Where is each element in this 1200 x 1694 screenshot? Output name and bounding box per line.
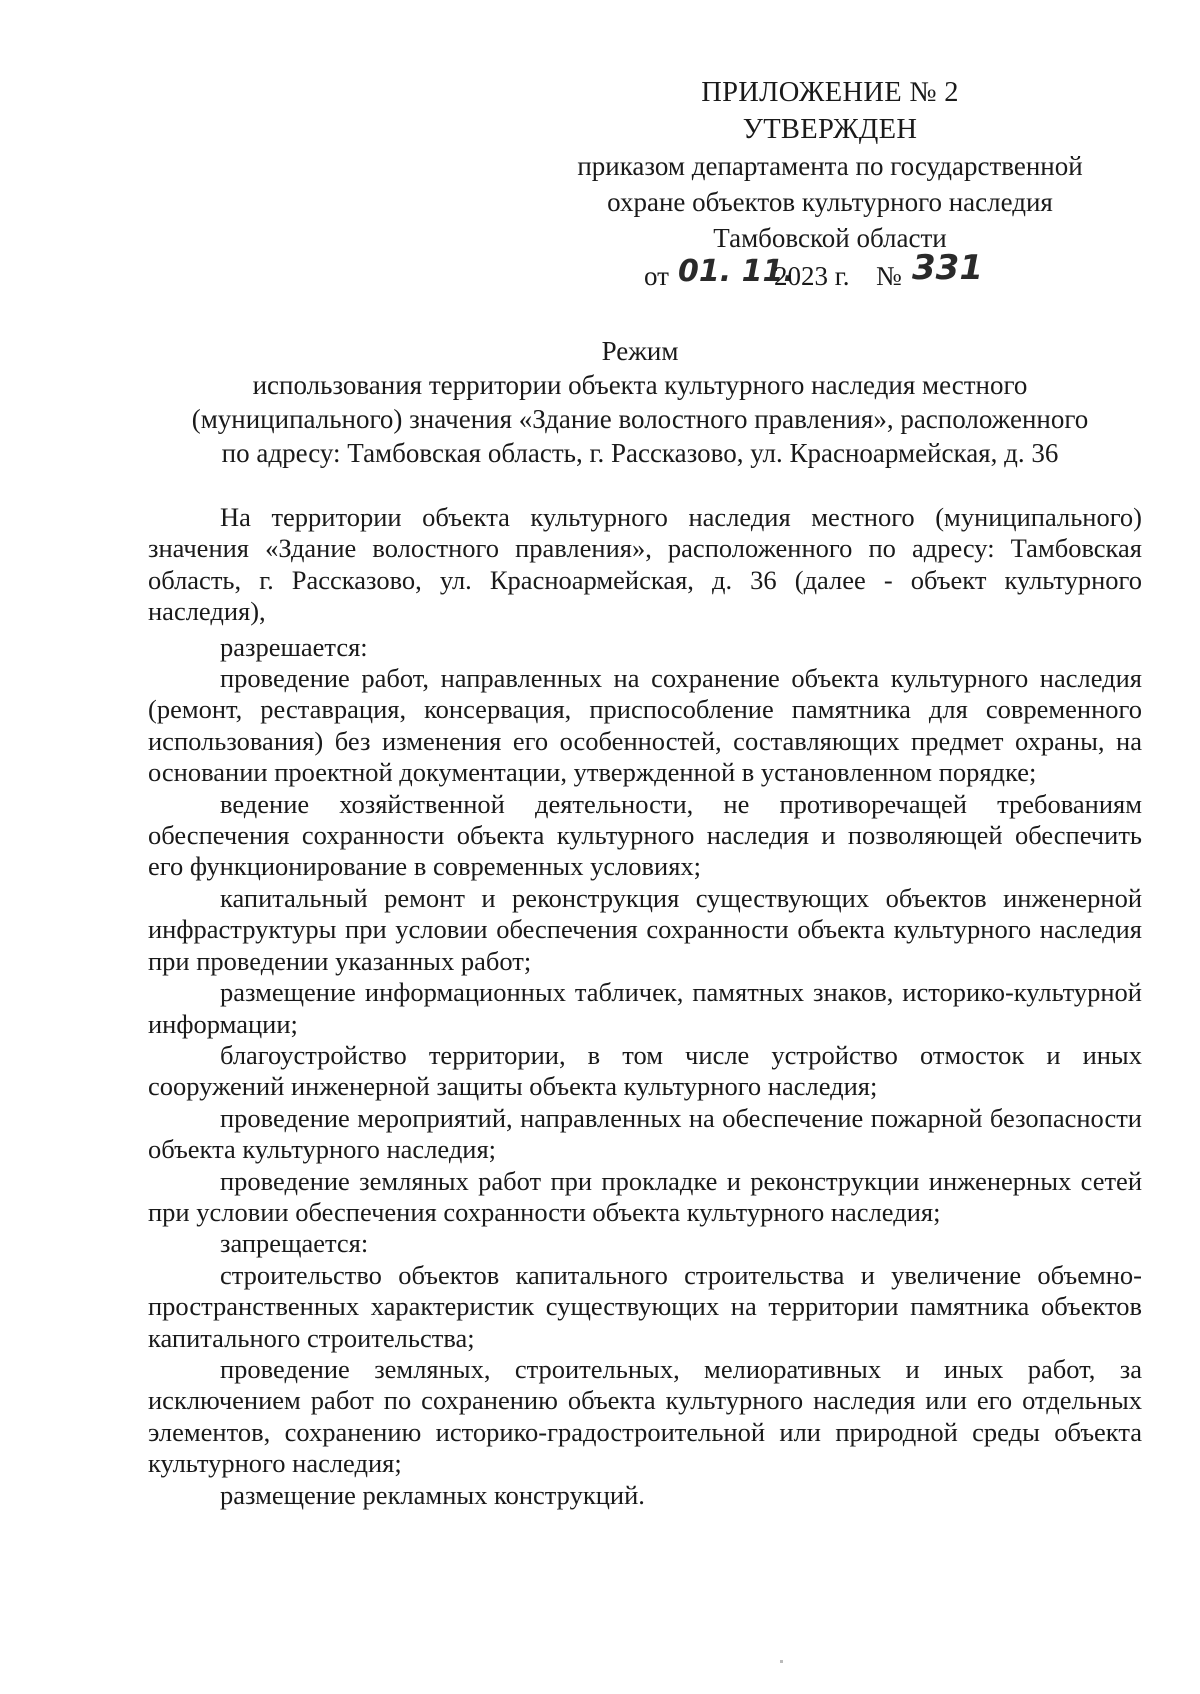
document-title	[140, 334, 1140, 470]
forbidden-item: размещение рекламных конструкций.	[220, 1479, 645, 1510]
approval-stamp-block	[540, 74, 1120, 296]
appendix-label: ПРИЛОЖЕНИЕ № 2	[701, 77, 959, 108]
allowed-item: проведение земляных работ при прокладке и реконструкции инженерных сетей при условии обеспечения сохранности объекта культурного наследия;	[148, 1165, 1142, 1227]
handwritten-date: 01. 11.	[678, 254, 795, 289]
allowed-item: проведение мероприятий, направленных на обеспечение пожарной безопасности объекта культурного наследия;	[148, 1102, 1142, 1165]
approved-label: УТВЕРЖДЕН	[742, 114, 918, 145]
order-line-2: охране объектов культурного наследия	[607, 187, 1053, 217]
scan-speck	[780, 1660, 783, 1663]
handwritten-number: 331	[912, 248, 983, 288]
date-prefix: от	[644, 261, 669, 291]
title-line-3: (муниципального) значения «Здание волостного правления», расположенного	[191, 404, 1089, 434]
title-line-2: использования территории объекта культурного наследия местного	[252, 370, 1028, 400]
order-date-line	[540, 248, 1120, 296]
allowed-item: размещение информационных табличек, памятных знаков, историко-культурной информации;	[148, 977, 1142, 1039]
allowed-item: капитальный ремонт и реконструкция существующих объектов инженерной инфраструктуры при условии обеспечения сохранности объекта культурного наследия при проведении указанных работ;	[148, 882, 1142, 976]
forbidden-label: запрещается:	[220, 1228, 369, 1259]
number-sign: №	[876, 261, 902, 291]
order-line-3: Тамбовской области	[713, 223, 947, 253]
allowed-item: проведение работ, направленных на сохранение объекта культурного наследия (ремонт, реставрация, консервация, приспособление памятника для современного использования) без изменения его особенностей, составляющих предмет охраны, на основании проектной документации, утвержденной в установленном порядке;	[148, 663, 1142, 788]
intro-paragraph: На территории объекта культурного наследия местного (муниципального) значения «Здание волостного правления», расположенного по адресу: Тамбовская область, г. Рассказово, ул. Красноармейская, д. 36 (далее - объект культурного наследия),	[148, 502, 1142, 627]
title-line-1: Режим	[601, 336, 679, 366]
forbidden-item: строительство объектов капитального строительства и увеличение объемно-пространственных характеристик существующих на территории памятника объектов капитального строительства;	[148, 1259, 1142, 1353]
allowed-label: разрешается:	[220, 631, 368, 662]
order-year: 2023 г.	[774, 261, 850, 291]
allowed-item: ведение хозяйственной деятельности, не противоречащей требованиям обеспечения сохранности объекта культурного наследия и позволяющей обеспечить его функционирование в современных условиях;	[148, 788, 1142, 882]
forbidden-item: проведение земляных, строительных, мелиоративных и иных работ, за исключением работ по сохранению объекта культурного наследия или его отдельных элементов, сохранению историко-градостроительной или природной среды объекта культурного наследия;	[148, 1353, 1142, 1479]
order-line-1: приказом департамента по государственной	[577, 151, 1083, 181]
allowed-item: благоустройство территории, в том числе устройство отмосток и иных сооружений инженерной защиты объекта культурного наследия;	[148, 1039, 1142, 1102]
title-line-4: по адресу: Тамбовская область, г. Рассказово, ул. Красноармейская, д. 36	[221, 438, 1059, 468]
document-body	[148, 502, 1142, 1511]
